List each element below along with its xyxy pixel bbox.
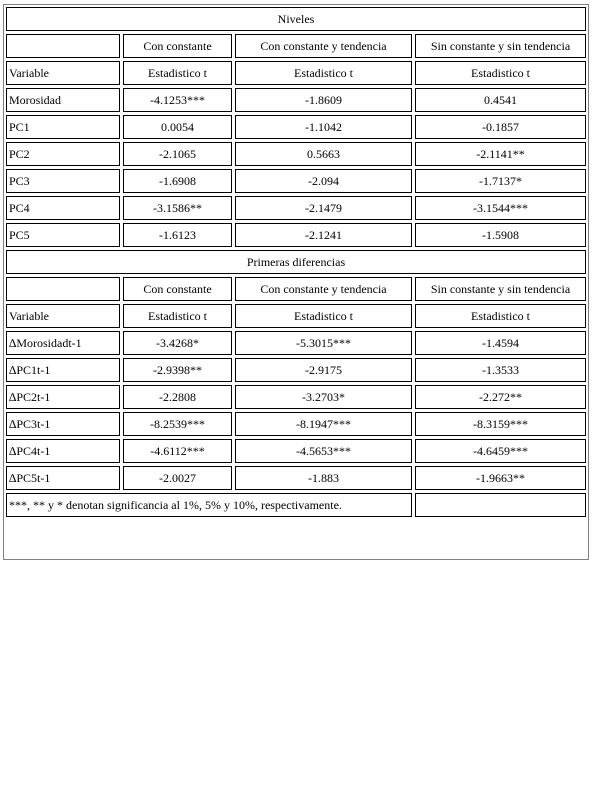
table-row: [6, 385, 586, 409]
value-cell: -8.3159***: [415, 412, 586, 436]
table-row: [6, 466, 586, 490]
subheader-cell: Estadistico t: [235, 304, 412, 328]
value-cell: -3.1544***: [415, 196, 586, 220]
variable-cell: PC3: [6, 169, 120, 193]
variable-cell: ∆PC4t-1: [6, 439, 120, 463]
value-cell: -4.6459***: [415, 439, 586, 463]
value-cell: -8.2539***: [123, 412, 232, 436]
value-cell: -2.9398**: [123, 358, 232, 382]
value-cell: -1.6908: [123, 169, 232, 193]
subheader-cell: Estadistico t: [415, 304, 586, 328]
variable-cell: PC1: [6, 115, 120, 139]
variable-cell: Morosidad: [6, 88, 120, 112]
value-cell: -2.1241: [235, 223, 412, 247]
variable-cell: ∆Morosidadt-1: [6, 331, 120, 355]
value-cell: -8.1947***: [235, 412, 412, 436]
value-cell: -2.1065: [123, 142, 232, 166]
value-cell: -4.1253***: [123, 88, 232, 112]
value-cell: -2.2808: [123, 385, 232, 409]
value-cell: -4.5653***: [235, 439, 412, 463]
table-row: [6, 358, 586, 382]
value-cell: -3.1586**: [123, 196, 232, 220]
table-row: [6, 223, 586, 247]
variable-cell: PC2: [6, 142, 120, 166]
variable-cell: ∆PC1t-1: [6, 358, 120, 382]
table-row: [6, 115, 586, 139]
header-cell: Sin constante y sin tendencia: [415, 277, 586, 301]
table-row: [6, 196, 586, 220]
header-cell: [6, 34, 120, 58]
header-cell: Sin constante y sin tendencia: [415, 34, 586, 58]
value-cell: -3.2703*: [235, 385, 412, 409]
variable-cell: PC4: [6, 196, 120, 220]
section-title-niveles: Niveles: [6, 7, 586, 31]
section-title-row: [6, 250, 586, 274]
value-cell: -2.0027: [123, 466, 232, 490]
table-row: [6, 88, 586, 112]
table-row: [6, 169, 586, 193]
value-cell: -1.7137*: [415, 169, 586, 193]
subheader-cell: Estadistico t: [123, 61, 232, 85]
header-cell: Con constante y tendencia: [235, 34, 412, 58]
table-row: [6, 412, 586, 436]
subheader-cell: Variable: [6, 304, 120, 328]
value-cell: -1.1042: [235, 115, 412, 139]
value-cell: -0.1857: [415, 115, 586, 139]
value-cell: -1.9663**: [415, 466, 586, 490]
header-cell: Con constante: [123, 277, 232, 301]
value-cell: -1.6123: [123, 223, 232, 247]
value-cell: -5.3015***: [235, 331, 412, 355]
value-cell: -2.1479: [235, 196, 412, 220]
subheader-cell: Estadistico t: [235, 61, 412, 85]
footnote-row: [6, 493, 586, 517]
subheader-cell: Variable: [6, 61, 120, 85]
header-row: [6, 34, 586, 58]
variable-cell: ∆PC2t-1: [6, 385, 120, 409]
value-cell: 0.5663: [235, 142, 412, 166]
header-cell: [6, 277, 120, 301]
table-row: [6, 142, 586, 166]
subheader-row: [6, 61, 586, 85]
value-cell: -2.094: [235, 169, 412, 193]
header-cell: Con constante: [123, 34, 232, 58]
header-row: [6, 277, 586, 301]
subheader-cell: Estadistico t: [123, 304, 232, 328]
value-cell: -1.8609: [235, 88, 412, 112]
subheader-cell: Estadistico t: [415, 61, 586, 85]
section-title-diferencias: Primeras diferencias: [6, 250, 586, 274]
value-cell: 0.0054: [123, 115, 232, 139]
value-cell: -2.9175: [235, 358, 412, 382]
variable-cell: PC5: [6, 223, 120, 247]
table-row: [6, 331, 586, 355]
value-cell: -1.883: [235, 466, 412, 490]
value-cell: -3.4268*: [123, 331, 232, 355]
subheader-row: [6, 304, 586, 328]
value-cell: -2.272**: [415, 385, 586, 409]
value-cell: -4.6112***: [123, 439, 232, 463]
value-cell: -2.1141**: [415, 142, 586, 166]
unit-root-test-table: [3, 4, 589, 520]
table-row: [6, 439, 586, 463]
value-cell: -1.5908: [415, 223, 586, 247]
footnote-empty-cell: [415, 493, 586, 517]
section-title-row: [6, 7, 586, 31]
value-cell: 0.4541: [415, 88, 586, 112]
footnote: ***, ** y * denotan significancia al 1%, 5% y 10%, respectivamente.: [6, 493, 412, 517]
value-cell: -1.3533: [415, 358, 586, 382]
header-cell: Con constante y tendencia: [235, 277, 412, 301]
variable-cell: ∆PC3t-1: [6, 412, 120, 436]
value-cell: -1.4594: [415, 331, 586, 355]
variable-cell: ∆PC5t-1: [6, 466, 120, 490]
